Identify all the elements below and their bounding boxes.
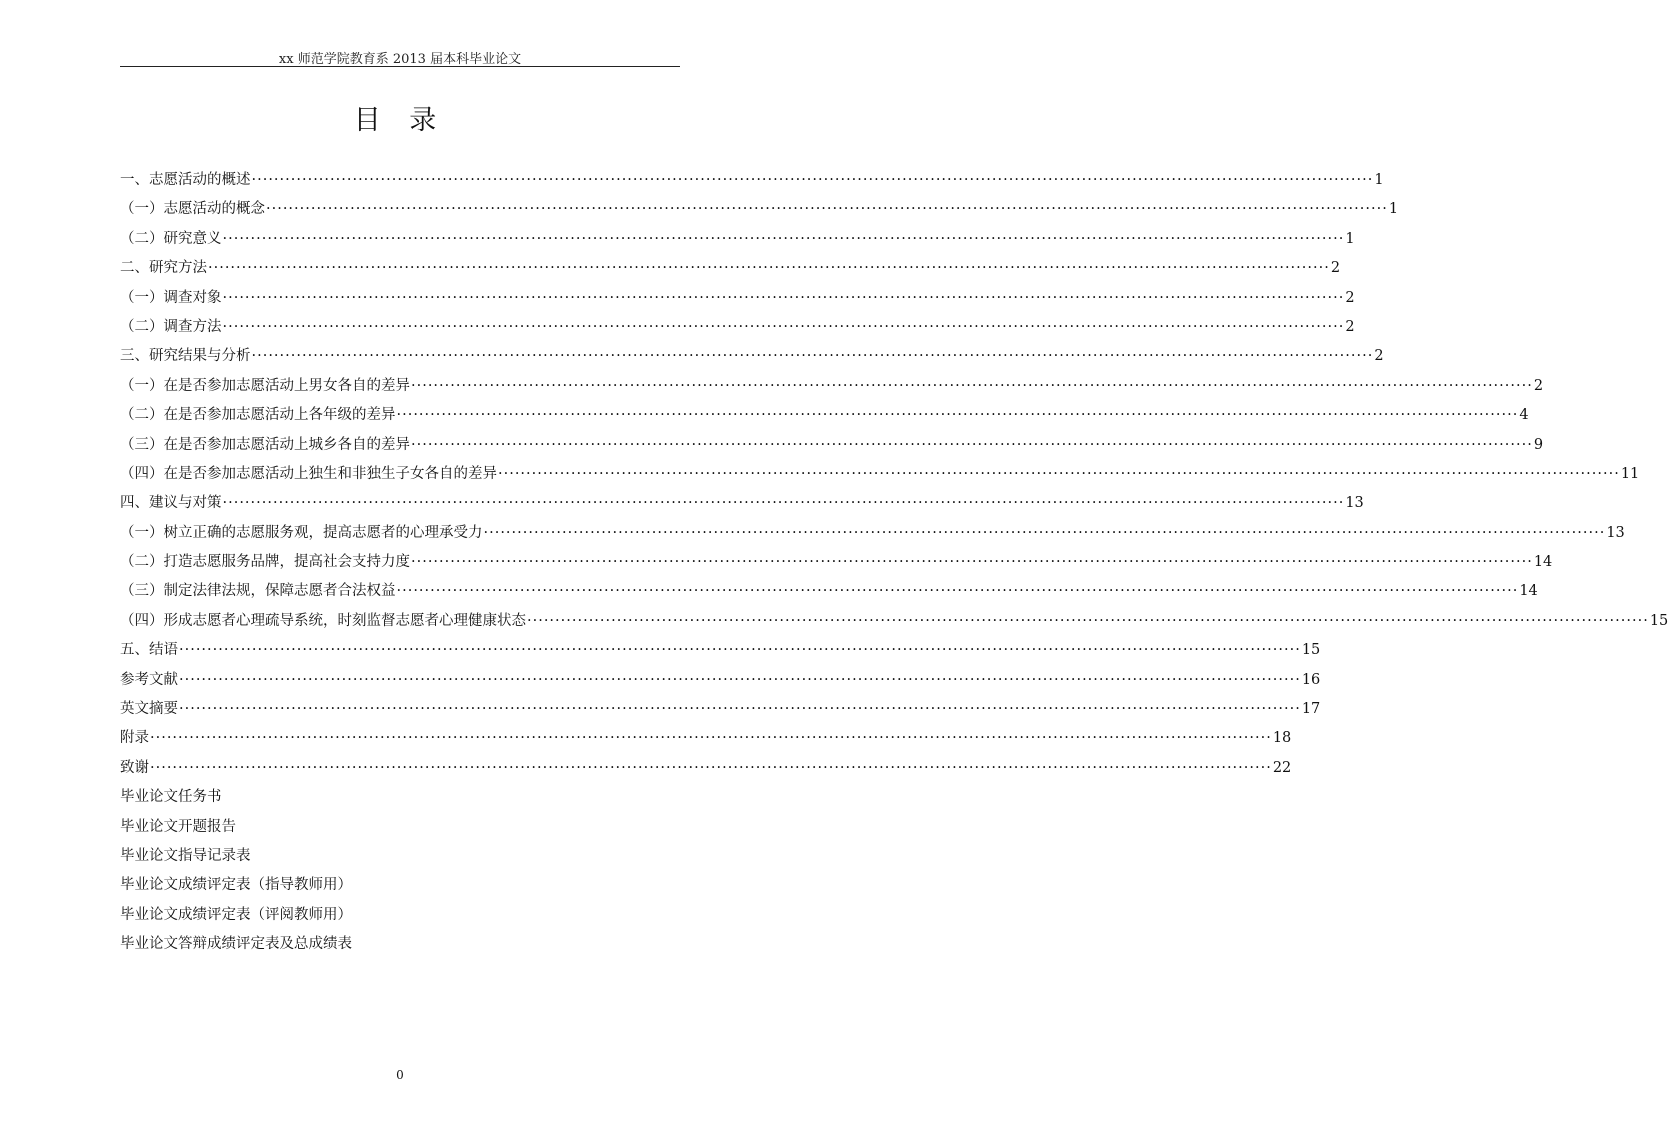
toc-entry-page: 9 [1533, 436, 1544, 453]
toc-entry[interactable] [120, 636, 1321, 665]
toc-entry-page: 13 [1345, 495, 1364, 512]
toc-leader-dots: ········································································································································································································ [396, 407, 1519, 424]
toc-entry-page: 4 [1519, 407, 1529, 424]
toc-entry[interactable] [120, 401, 1529, 430]
toc-entry-page: 13 [1606, 524, 1625, 541]
toc-entry-page: 18 [1272, 730, 1292, 747]
toc-entry-page: 15 [1649, 612, 1668, 629]
toc-entry-label: 四、建议与对策 [120, 495, 222, 512]
toc-leader-dots: ········································································································································································································ [150, 759, 1272, 776]
toc-entry-page: 2 [1345, 318, 1355, 335]
toc-entry-label: 毕业论文成绩评定表（评阅教师用） [120, 906, 352, 923]
toc-entry[interactable] [120, 519, 1625, 548]
toc-entry-label: （一）树立正确的志愿服务观，提高志愿者的心理承受力 [120, 524, 483, 541]
toc-entry-page: 22 [1272, 759, 1292, 776]
toc-entry-page: 14 [1519, 583, 1538, 600]
toc-entry-label: （三）在是否参加志愿活动上城乡各自的差异 [120, 436, 410, 453]
toc-leader-dots: ········································································································································································································ [251, 348, 1374, 365]
toc-leader-dots: ········································································································································································································ [498, 465, 1620, 482]
toc-entry-label: 毕业论文任务书 [120, 789, 222, 806]
page-title: 目 录 [353, 105, 447, 136]
toc-leader-dots: ········································································································································································································ [222, 230, 1345, 247]
toc-entry-label: 三、研究结果与分析 [120, 348, 251, 365]
toc-entry[interactable] [120, 871, 669, 900]
toc-entry-page: 11 [1620, 465, 1640, 482]
toc-entry-label: （二）调查方法 [120, 318, 222, 335]
toc-entry-page: 2 [1533, 377, 1544, 394]
toc-leader-dots: ········································································································································································································ [150, 730, 1272, 747]
toc-entry[interactable] [120, 431, 1544, 460]
toc-entry[interactable] [120, 724, 1292, 753]
toc-entry[interactable] [120, 930, 669, 959]
toc-entry-label: 毕业论文开题报告 [120, 818, 236, 835]
toc-entry-page: 2 [1330, 260, 1341, 277]
toc-entry-page: 2 [1345, 289, 1355, 306]
toc-entry-label: （一）志愿活动的概念 [120, 201, 265, 218]
toc-leader-dots: ········································································································································································································ [179, 701, 1301, 718]
toc-entry[interactable] [120, 695, 1321, 724]
toc-leader-dots: ········································································································································································································ [411, 554, 1533, 571]
toc-entry-label: （一）调查对象 [120, 289, 222, 306]
toc-leader-dots: ········································································································································································································ [179, 671, 1301, 688]
toc-leader-dots: ········································································································································································································ [222, 289, 1345, 306]
header-rule [120, 66, 680, 67]
toc-entry-label: （四）在是否参加志愿活动上独生和非独生子女各自的差异 [120, 465, 497, 482]
toc-entry[interactable] [120, 783, 669, 812]
running-header: xx 师范学院教育系 2013 届本科毕业论文 [278, 52, 522, 67]
toc-entry-label: 毕业论文答辩成绩评定表及总成绩表 [120, 936, 352, 953]
toc-entry[interactable] [120, 489, 1364, 518]
toc-entry-label: （二）打造志愿服务品牌，提高社会支持力度 [120, 554, 410, 571]
toc-entry[interactable] [120, 195, 1399, 224]
toc-entry-label: （二）在是否参加志愿活动上各年级的差异 [120, 407, 396, 424]
toc-entry-page: 15 [1301, 642, 1321, 659]
toc-entry[interactable] [120, 284, 1355, 313]
toc-entry-label: 附录 [120, 730, 149, 747]
toc-entry-label: 参考文献 [120, 671, 178, 688]
toc-entry-page: 2 [1374, 348, 1384, 365]
toc-entry-page: 17 [1301, 701, 1321, 718]
toc-entry[interactable] [120, 225, 1355, 254]
toc-entry-page: 1 [1374, 172, 1384, 188]
toc-entry[interactable] [120, 754, 1292, 783]
toc-leader-dots: ········································································································································································································ [411, 436, 1533, 453]
toc-entry-label: 英文摘要 [120, 701, 178, 718]
toc-leader-dots: ········································································································································································································ [266, 201, 1388, 218]
toc-entry-label: 一、志愿活动的概述 [120, 172, 251, 188]
toc-entry-page: 14 [1533, 554, 1553, 571]
toc-entry-page: 1 [1388, 201, 1399, 218]
toc-entry[interactable] [120, 548, 1553, 577]
toc-entry[interactable] [120, 372, 1544, 401]
toc-entry[interactable] [120, 901, 669, 930]
toc-entry-label: 毕业论文成绩评定表（指导教师用） [120, 877, 352, 894]
toc-entry[interactable] [120, 460, 1640, 489]
page-number: 0 [396, 1068, 404, 1082]
toc-entry-label: 二、研究方法 [120, 260, 207, 277]
toc-entry-page: 16 [1301, 671, 1321, 688]
toc-entry[interactable] [120, 166, 1384, 195]
toc-entry[interactable] [120, 607, 1668, 636]
toc-entry-label: （一）在是否参加志愿活动上男女各自的差异 [120, 377, 410, 394]
toc-entry[interactable] [120, 342, 1384, 371]
toc-leader-dots: ········································································································································································································ [208, 260, 1330, 277]
toc-entry-label: （三）制定法律法规，保障志愿者合法权益 [120, 583, 396, 600]
toc-entry-label: 致谢 [120, 759, 149, 776]
toc-leader-dots: ········································································································································································································ [179, 642, 1301, 659]
toc-entry-label: 五、结语 [120, 642, 178, 659]
toc-entry[interactable] [120, 313, 1355, 342]
toc-entry[interactable] [120, 842, 669, 871]
toc-leader-dots: ········································································································································································································ [483, 524, 1606, 541]
toc-leader-dots: ········································································································································································································ [527, 612, 1649, 629]
toc-leader-dots: ········································································································································································································ [396, 583, 1519, 600]
toc-entry[interactable] [120, 813, 669, 842]
toc-entry-label: 毕业论文指导记录表 [120, 847, 251, 864]
toc-entry[interactable] [120, 666, 1321, 695]
toc-leader-dots: ········································································································································································································ [222, 318, 1345, 335]
toc-entry[interactable] [120, 577, 1538, 606]
toc-entry-label: （二）研究意义 [120, 230, 222, 247]
toc-leader-dots: ········································································································································································································ [222, 495, 1345, 512]
toc-entry-page: 1 [1345, 230, 1355, 247]
toc-entry[interactable] [120, 254, 1341, 283]
toc-leader-dots: ········································································································································································································ [251, 172, 1374, 188]
toc-leader-dots: ········································································································································································································ [411, 377, 1533, 394]
toc-entry-label: （四）形成志愿者心理疏导系统，时刻监督志愿者心理健康状态 [120, 612, 526, 629]
table-of-contents [120, 166, 1668, 960]
